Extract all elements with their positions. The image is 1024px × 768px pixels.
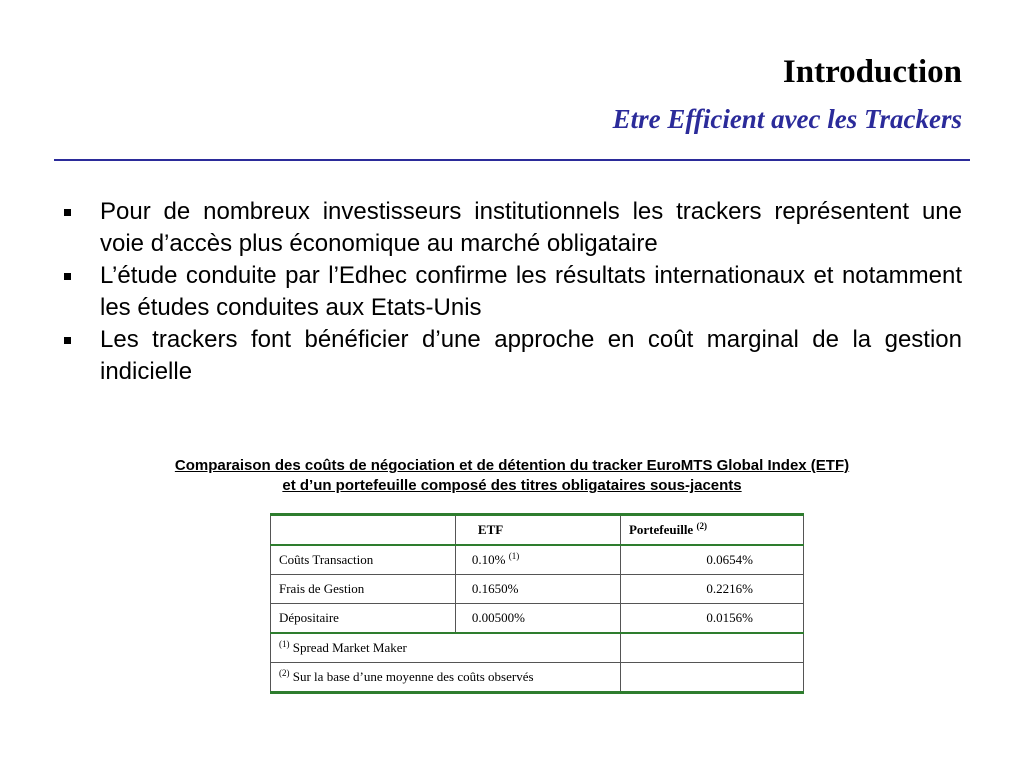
- table-header-row: [271, 515, 804, 546]
- header-empty-cell: [271, 515, 456, 546]
- footnote-empty-cell: [620, 633, 803, 663]
- row-etf-value: 0.00500%: [455, 604, 620, 634]
- square-bullet-icon: [64, 273, 71, 280]
- footnote-empty-cell: [620, 663, 803, 693]
- header-portfolio-footnote: (2): [696, 521, 707, 531]
- row-etf-value: 0.10% $^{(1)}$: [455, 545, 620, 575]
- footnote-row: [271, 633, 804, 663]
- row-label: Coûts Transaction: [271, 545, 456, 575]
- slide-title: Introduction: [782, 54, 962, 90]
- header-portfolio: Portefeuille $^{(2)}$: [620, 515, 803, 546]
- cost-comparison-table: [270, 513, 804, 694]
- header-etf: ETF: [455, 515, 620, 546]
- table-row: [271, 545, 804, 575]
- bullet-item: [62, 324, 962, 387]
- bullet-item: [62, 196, 962, 259]
- bullet-text: L’étude conduite par l’Edhec confirme les résultats internationaux et notamment les études conduites aux Etats-Unis: [100, 262, 962, 321]
- row-portfolio-value: 0.2216%: [620, 575, 803, 604]
- title-divider: [54, 159, 970, 161]
- bullet-list: [62, 196, 962, 388]
- row-portfolio-value: 0.0654%: [620, 545, 803, 575]
- slide-subtitle: Etre Efficient avec les Trackers: [612, 104, 962, 134]
- bullet-text: Les trackers font bénéficier d’une approche en coût marginal de la gestion indicielle: [100, 326, 962, 385]
- bullet-text: Pour de nombreux investisseurs institutionnels les trackers représentent une voie d’accès plus économique au marché obligataire: [100, 198, 962, 257]
- table-row: [271, 575, 804, 604]
- square-bullet-icon: [64, 209, 71, 216]
- footnote-row: [271, 663, 804, 693]
- row-portfolio-value: 0.0156%: [620, 604, 803, 634]
- square-bullet-icon: [64, 337, 71, 344]
- footnote-cell: $^{(1)}$ Spread Market Maker: [271, 633, 621, 663]
- caption-line-2: et d’un portefeuille composé des titres obligataires sous-jacents: [282, 477, 742, 494]
- table-row: [271, 604, 804, 634]
- row-label: Dépositaire: [271, 604, 456, 634]
- table-caption: [62, 456, 962, 496]
- row-etf-value: 0.1650%: [455, 575, 620, 604]
- row-label: Frais de Gestion: [271, 575, 456, 604]
- bullet-item: [62, 260, 962, 323]
- footnote-cell: $^{(2)}$ Sur la base d’une moyenne des coûts observés: [271, 663, 621, 693]
- caption-line-1: Comparaison des coûts de négociation et de détention du tracker EuroMTS Global Index (ETF): [174, 457, 850, 474]
- etf-footnote: (1): [508, 551, 520, 561]
